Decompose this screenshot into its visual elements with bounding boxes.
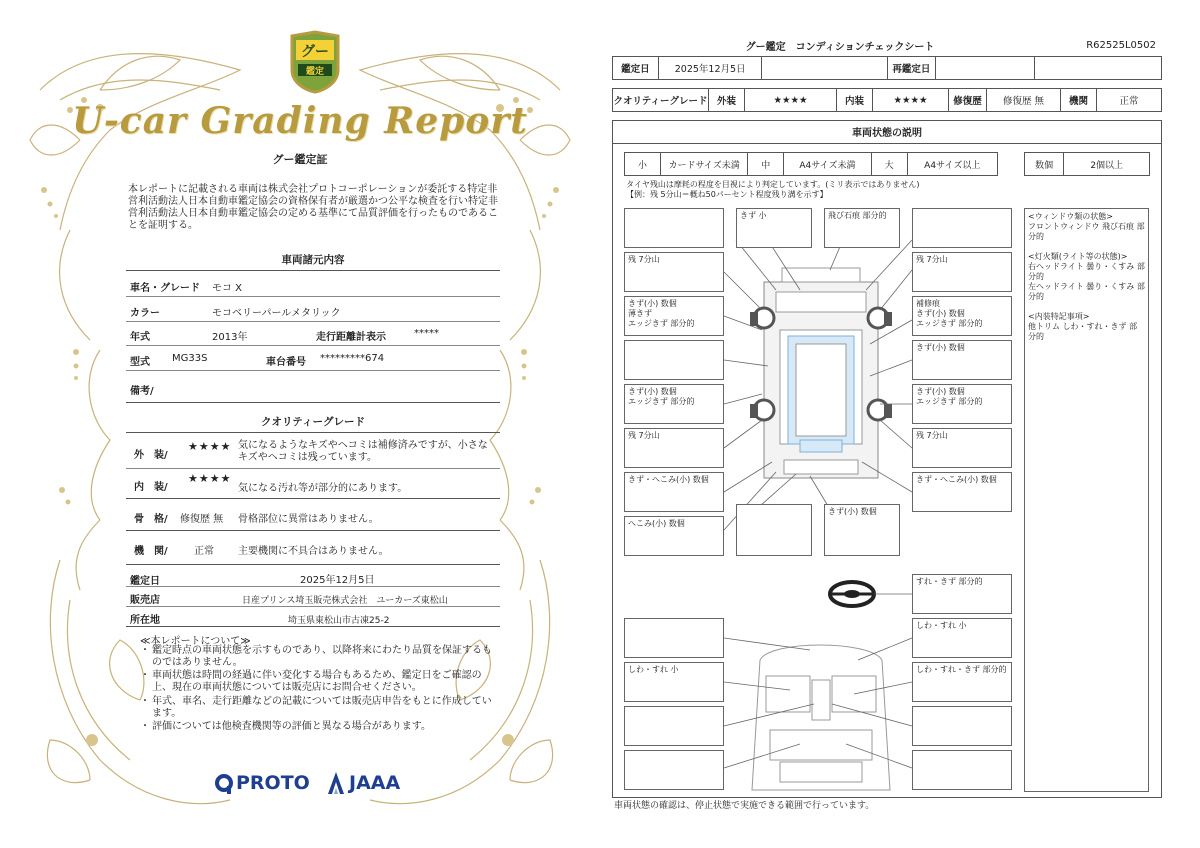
condition-box — [912, 706, 1012, 746]
car-name-value: モコ X — [212, 283, 243, 294]
divider — [126, 626, 500, 627]
address-label: 所在地 — [130, 615, 160, 626]
condition-box — [912, 208, 1012, 248]
mileage-label: 走行距離計表示 — [316, 332, 386, 343]
legend-small-desc: カードサイズ未満 — [661, 153, 749, 175]
model-label: 型式 — [130, 357, 150, 368]
special-notes-panel — [1024, 208, 1149, 792]
footer-note: 車両状態の確認は、停止状態で実施できる範囲で行っています。 — [614, 801, 875, 811]
divider — [126, 468, 500, 469]
color-label: カラー — [130, 308, 160, 319]
sheet-title: グー鑑定 コンディションチェックシート — [745, 42, 935, 53]
reappraisal-date-label: 再鑑定日 — [888, 57, 936, 79]
steering-wheel-icon — [830, 582, 874, 606]
condition-box: 残 7分山 — [624, 252, 724, 292]
bullet: ・ — [140, 645, 150, 656]
condition-box: きず(小) 数個 エッジきず 部分的 — [912, 384, 1012, 424]
condition-box: きず(小) 数個 — [912, 340, 1012, 380]
divider — [126, 432, 500, 433]
model-value: MG33S — [172, 353, 208, 364]
legend-medium-desc: A4サイズ未満 — [784, 153, 872, 175]
exterior-label: 外装 — [709, 89, 745, 111]
condition-box: きず(小) 数個 エッジきず 部分的 — [624, 384, 724, 424]
condition-box — [624, 750, 724, 790]
condition-box — [624, 706, 724, 746]
chassis-value: *********674 — [320, 353, 385, 364]
window-notes: <ウィンドウ類の状態> フロントウィンドウ 飛び石痕 部分的 — [1028, 212, 1145, 241]
note-text: 車両状態は時間の経過に伴い変化する場合もあるため、鑑定日をご確認の上、現在の車両状態については販売店にお問合せください。 — [152, 670, 482, 693]
condition-box: しわ・すれ 小 — [912, 618, 1012, 658]
car-name-label: 車名・グレード — [130, 283, 200, 294]
specs-section-title: 車両諸元内容 — [281, 254, 345, 266]
frame-value: 修復歴 無 — [180, 514, 224, 525]
bullet: ・ — [140, 721, 150, 732]
interior-note: 気になる汚れ等が部分的にあります。 — [238, 483, 408, 494]
engine-note: 主要機関に不具合はありません。 — [238, 546, 389, 557]
dealer-label: 販売店 — [130, 595, 160, 606]
interior-notes: <内装特記事項> 他トリム しわ・すれ・きず 部分的 — [1028, 312, 1138, 341]
engine-value: 正常 — [194, 546, 214, 557]
divider — [126, 270, 500, 271]
appraisal-date-value: 2025年12月5日 — [659, 57, 763, 79]
interior-label: 内装 — [837, 89, 873, 111]
year-value: 2013年 — [212, 332, 248, 343]
frame-note: 骨格部位に異常はありません。 — [238, 514, 379, 525]
goo-appraisal-badge-icon — [286, 30, 344, 94]
repair-history-label: 修復歴 — [949, 89, 987, 111]
divider — [126, 606, 500, 607]
condition-box: 残 7分山 — [624, 428, 724, 468]
frame-label: 骨 格/ — [134, 514, 168, 525]
condition-box: すれ・きず 部分的 — [912, 574, 1012, 614]
legend-count-desc: 2個以上 — [1090, 160, 1124, 171]
proto-logo-icon — [214, 773, 234, 795]
note-text: 鑑定時点の車両状態を示すものであり、以降将来にわたり品質を保証するものではありません。 — [152, 645, 492, 668]
condition-box — [736, 504, 812, 556]
divider — [126, 321, 500, 322]
badge-text: グー — [301, 44, 329, 60]
condition-box: 残 7分山 — [912, 252, 1012, 292]
interior-label: 内 装/ — [134, 482, 168, 493]
engine-label: 機 関/ — [134, 546, 168, 557]
light-notes: <灯火類(ライト等の状態)> 右ヘッドライト 曇り・くすみ 部分的 左ヘッドライト 曇り・くすみ 部分的 — [1028, 252, 1145, 301]
note-item — [140, 670, 495, 694]
proto-logo-text: PROTO — [236, 772, 310, 794]
appraisal-date-value: 2025年12月5日 — [300, 575, 375, 586]
divider — [126, 564, 500, 565]
remarks-label: 備考/ — [130, 386, 154, 397]
condition-box: しわ・すれ・きず 部分的 — [912, 662, 1012, 702]
divider — [126, 402, 500, 403]
engine-label: 機関 — [1061, 89, 1097, 111]
condition-box — [624, 340, 724, 380]
condition-box: きず・へこみ(小) 数個 — [624, 472, 724, 512]
legend-count: 数個 — [1025, 153, 1064, 175]
exterior-stars: ★★★★ — [188, 440, 232, 453]
tire-note-line: 【例：残 5分山＝概ね50パーセント程度残り溝を示す】 — [626, 190, 828, 199]
condition-box: きず(小) 数個 — [824, 504, 900, 556]
condition-box: 補修痕 きず(小) 数個 エッジきず 部分的 — [912, 296, 1012, 336]
note-text: 評価については他検査機関等の評価と異なる場合があります。 — [152, 721, 431, 732]
engine-value: 正常 — [1119, 96, 1139, 107]
interior-stars: ★★★★ — [188, 472, 232, 485]
note-item — [140, 696, 495, 720]
condition-box: きず・へこみ(小) 数個 — [912, 472, 1012, 512]
car-top-view-icon — [750, 268, 892, 478]
condition-box — [624, 208, 724, 248]
sheet-code: R62525L0502 — [1086, 40, 1156, 51]
divider — [126, 498, 500, 499]
repair-history-value: 修復歴 無 — [987, 89, 1061, 111]
divider — [126, 345, 500, 346]
condition-box — [912, 750, 1012, 790]
condition-box: きず(小) 数個 薄きず エッジきず 部分的 — [624, 296, 724, 336]
note-text: 年式、車名、走行距離などの記載については販売店申告をもとに作成しています。 — [152, 696, 492, 719]
divider — [126, 586, 500, 587]
condition-box: 飛び石痕 部分的 — [824, 208, 900, 248]
address-value: 埼玉県東松山市古凍25-2 — [288, 616, 390, 626]
report-script-title: U-car Grading Report — [72, 100, 528, 142]
exterior-note: 気になるようなキズやヘコミは補修済みですが、小さなキズやヘコミは残っています。 — [238, 440, 488, 463]
notes-heading: ≪本レポートについて≫ — [140, 636, 251, 647]
note-item — [140, 645, 495, 669]
certificate-title: グー鑑定証 — [272, 153, 328, 166]
quality-section-title: クオリティーグレード — [261, 416, 365, 428]
divider — [126, 530, 500, 531]
condition-box — [624, 618, 724, 658]
dealer-value: 日産プリンス埼玉販売株式会社 ユーカーズ東松山 — [242, 596, 448, 606]
jaaa-logo-icon — [326, 770, 346, 796]
certificate-body: 本レポートに記載される車両は株式会社プロトコーポレーションが委託する特定非営利活動法人日本自動車鑑定協会の資格保有者が厳選かつ公平な検査を行い特定非営利活動法人日本自動車鑑定協会の定める基準にて品質評価を行ったものであることを証明する。 — [128, 184, 498, 231]
jaaa-logo-text: JAAA — [349, 772, 401, 794]
note-item — [140, 721, 495, 733]
legend-medium: 中 — [748, 153, 784, 175]
legend-small: 小 — [625, 153, 661, 175]
legend-large-desc: A4サイズ以上 — [924, 160, 981, 171]
divider — [126, 296, 500, 297]
badge-sub: 鑑定 — [305, 67, 325, 77]
mileage-value: ***** — [414, 328, 439, 339]
condition-box: きず 小 — [736, 208, 812, 248]
condition-box: しわ・すれ 小 — [624, 662, 724, 702]
car-interior-view-icon — [752, 645, 890, 790]
exterior-label: 外 装/ — [134, 450, 168, 461]
quality-grade-label: クオリティーグレード — [613, 89, 709, 111]
chassis-label: 車台番号 — [266, 357, 306, 368]
condition-section-title: 車両状態の説明 — [612, 120, 1162, 144]
bullet: ・ — [140, 696, 150, 707]
interior-stars: ★★★★ — [873, 89, 949, 111]
tire-note-line: タイヤ残山は摩耗の程度を目視により判定しています。(ミリ表示ではありません) — [626, 180, 920, 189]
year-label: 年式 — [130, 332, 150, 343]
exterior-stars: ★★★★ — [745, 89, 837, 111]
appraisal-date-label: 鑑定日 — [613, 57, 659, 79]
bullet: ・ — [140, 670, 150, 681]
divider — [126, 370, 500, 371]
legend-large: 大 — [872, 153, 908, 175]
color-value: モコベリーパールメタリック — [212, 308, 341, 319]
condition-check-sheet — [600, 0, 1200, 848]
condition-box: 残 7分山 — [912, 428, 1012, 468]
appraisal-date-label: 鑑定日 — [130, 576, 160, 587]
condition-box: へこみ(小) 数個 — [624, 516, 724, 556]
